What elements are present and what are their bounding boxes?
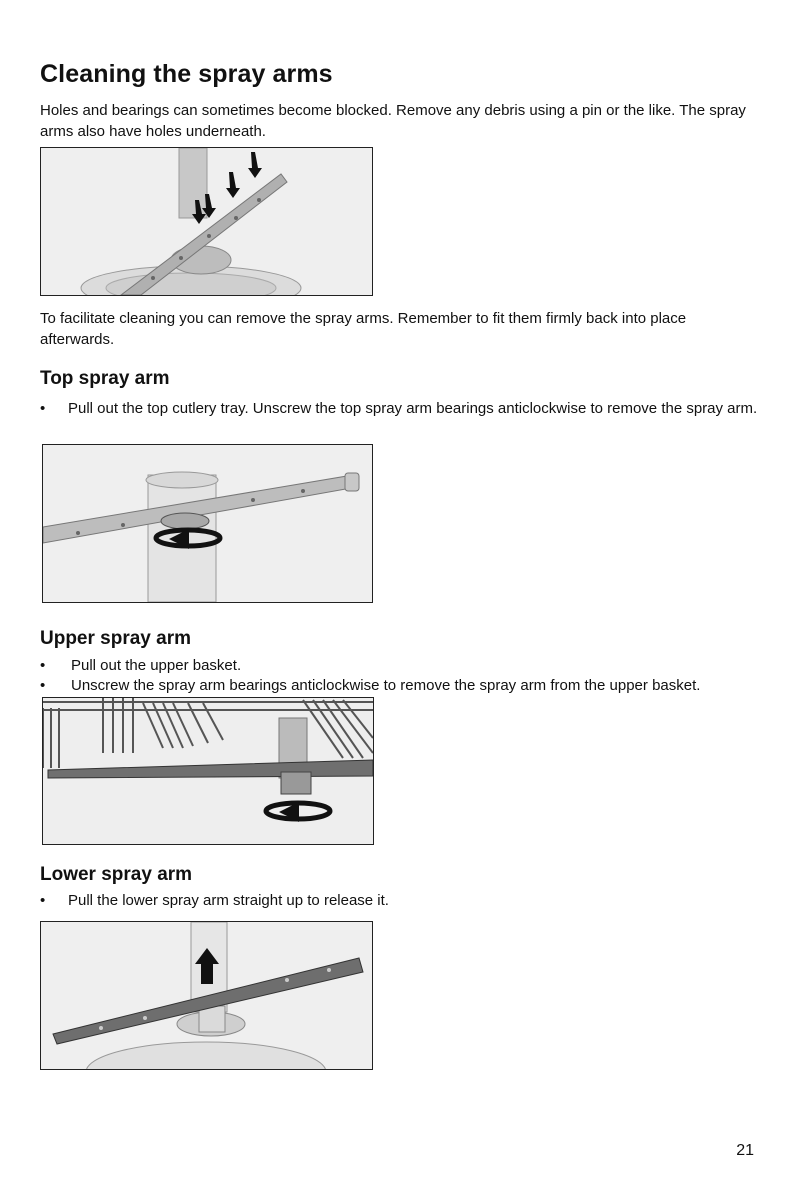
bullet-dot: • — [40, 400, 46, 417]
bullet-text: Pull the lower spray arm straight up to release it. — [68, 892, 389, 909]
heading-lower-spray-arm: Lower spray arm — [40, 864, 193, 885]
figure-spray-arm-holes — [40, 147, 373, 296]
heading-top-spray-arm: Top spray arm — [40, 368, 170, 389]
heading-upper-spray-arm: Upper spray arm — [40, 628, 192, 649]
figure-upper-spray-arm — [42, 697, 374, 845]
bullet-dot: • — [40, 677, 46, 694]
remove-note-paragraph: To facilitate cleaning you can remove the spray arms. Remember to fit them firmly back into place afterwards. — [40, 310, 687, 348]
bullet-text: Pull out the upper basket. — [71, 657, 242, 674]
figure-lower-spray-arm — [40, 921, 373, 1070]
page-number: 21 — [736, 1142, 754, 1159]
figure-top-spray-arm — [42, 444, 373, 603]
bullet-text: Pull out the top cutlery tray. Unscrew the top spray arm bearings anticlockwise to remove the spray arm. — [68, 400, 758, 417]
bullet-dot: • — [40, 657, 46, 674]
page-title: Cleaning the spray arms — [40, 60, 333, 88]
bullet-dot: • — [40, 892, 46, 909]
intro-paragraph: Holes and bearings can sometimes become blocked. Remove any debris using a pin or the like. The spray arms also have holes underneath. — [40, 102, 746, 140]
bullet-text: Unscrew the spray arm bearings anticlockwise to remove the spray arm from the upper basket. — [71, 677, 701, 694]
